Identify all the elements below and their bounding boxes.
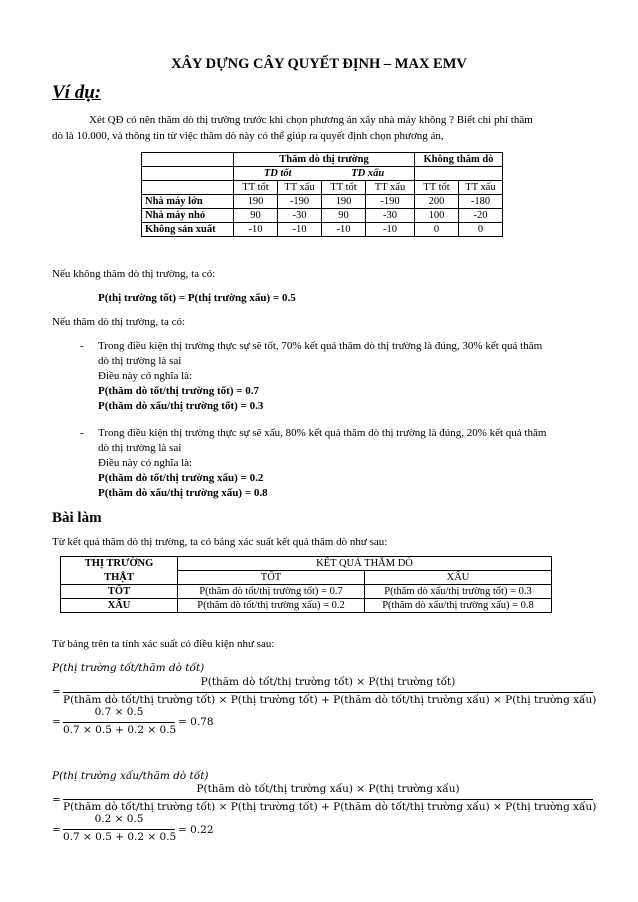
table-row — [61, 585, 552, 599]
table-row — [142, 223, 503, 237]
table-cell: P(thăm dò xấu/thị trường xấu) = 0.8 — [365, 599, 552, 613]
bullet-1-line-3: Điều này có nghĩa là: — [98, 370, 193, 382]
row-label: TỐT — [61, 585, 178, 599]
col-label: TT xấu — [366, 181, 415, 195]
formula-a-numerator-2: 0.7 × 0.5 — [94, 706, 144, 718]
col-label: TT tốt — [322, 181, 366, 195]
header-bad: XẤU — [365, 571, 552, 585]
table-cell: -20 — [459, 209, 503, 223]
subheader-td-bad: TD xấu — [322, 167, 415, 181]
bullet-1-line-1: Trong điều kiện thị trường thực sự sẽ tốt, 70% kết quả thăm dò thị trường là đúng, 30% kết quả thăm — [98, 340, 543, 352]
table-cell: 90 — [234, 209, 278, 223]
table-cell: -30 — [366, 209, 415, 223]
payoff-empty-corner-2 — [142, 167, 234, 181]
cond-intro: Từ bảng trên ta tính xác suất có điều kiện như sau: — [52, 638, 275, 650]
formula-b-numerator: P(thăm dò tốt/thị trường xấu) × P(thị trường xấu) — [196, 783, 460, 795]
table-cell: 200 — [415, 195, 459, 209]
bullet-2-line-2: dò thị trường là sai — [98, 442, 182, 454]
bullet-1-formula-1: P(thăm dò tốt/thị trường tốt) = 0.7 — [98, 385, 260, 397]
payoff-empty-corner — [142, 153, 234, 167]
table-cell: -190 — [278, 195, 322, 209]
bullet-dash: - — [80, 340, 84, 352]
fraction-bar — [63, 692, 593, 693]
formula-a-eq-2: = — [52, 716, 61, 728]
row-label: Nhà máy lớn — [142, 195, 234, 209]
formula-a-denominator: P(thăm dò tốt/thị trường tốt) × P(thị trường tốt) + P(thăm dò tốt/thị trường xấu) × P(thị trường xấu) — [63, 694, 597, 706]
probability-table — [60, 556, 552, 613]
bullet-2-formula-1: P(thăm dò tốt/thị trường xấu) = 0.2 — [98, 472, 264, 484]
bullet-1-formula-2: P(thăm dò xấu/thị trường tốt) = 0.3 — [98, 400, 264, 412]
table-cell: 190 — [322, 195, 366, 209]
bullet-2-line-3: Điều này có nghĩa là: — [98, 457, 193, 469]
formula-a-lhs: P(thị trường tốt/thăm dò tốt) — [52, 662, 205, 674]
table-cell: 100 — [415, 209, 459, 223]
intro-line-2: dò là 10.000, và thông tin từ việc thăm dò này có thể giúp ra quyết định chọn phương án, — [52, 130, 444, 142]
formula-b-result: = 0.22 — [178, 824, 214, 836]
bullet-dash: - — [80, 427, 84, 439]
formula-b-eq: = — [52, 794, 61, 806]
table-cell: -180 — [459, 195, 503, 209]
formula-a-result: = 0.78 — [178, 716, 214, 728]
table-cell: 90 — [322, 209, 366, 223]
col-label: TT tốt — [415, 181, 459, 195]
table-row — [142, 209, 503, 223]
col-label: TT xấu — [278, 181, 322, 195]
formula-a-eq: = — [52, 686, 61, 698]
row-label: Không sản xuất — [142, 223, 234, 237]
no-survey-formula: P(thị trường tốt) = P(thị trường xấu) = 0.5 — [98, 292, 296, 304]
table-cell: -10 — [278, 223, 322, 237]
table-cell: 190 — [234, 195, 278, 209]
table-row — [142, 195, 503, 209]
formula-a-denominator-2: 0.7 × 0.5 + 0.2 × 0.5 — [63, 724, 177, 736]
bullet-2-formula-2: P(thăm dò xấu/thị trường xấu) = 0.8 — [98, 487, 268, 499]
table-cell: -10 — [366, 223, 415, 237]
table-cell: -30 — [278, 209, 322, 223]
survey-text: Nếu thăm dò thị trường, ta có: — [52, 316, 186, 328]
solution-intro: Từ kết quả thăm dò thị trường, ta có bảng xác suất kết quả thăm dò như sau: — [52, 536, 388, 548]
fraction-bar — [63, 722, 175, 723]
table-row — [61, 599, 552, 613]
fraction-bar — [63, 799, 593, 800]
bullet-2-line-1: Trong điều kiện thị trường thực sự sẽ xấu, 80% kết quả thăm dò thị trường là đúng, 20% kết quả thăm — [98, 427, 547, 439]
example-heading: Ví dụ: — [52, 82, 102, 103]
payoff-table — [141, 152, 503, 237]
table-cell: P(thăm dò tốt/thị trường tốt) = 0.7 — [178, 585, 365, 599]
formula-b-denominator: P(thăm dò tốt/thị trường tốt) × P(thị trường tốt) + P(thăm dò tốt/thị trường xấu) × P(thị trường xấu) — [63, 801, 597, 813]
header-market-2: THẬT — [61, 571, 178, 585]
subheader-td-good: TD tốt — [234, 167, 322, 181]
formula-b-denominator-2: 0.7 × 0.5 + 0.2 × 0.5 — [63, 831, 177, 843]
table-cell: P(thăm dò tốt/thị trường xấu) = 0.2 — [178, 599, 365, 613]
table-cell: 0 — [459, 223, 503, 237]
table-cell: -190 — [366, 195, 415, 209]
header-result: KẾT QUẢ THĂM DÒ — [178, 557, 552, 571]
formula-b-lhs: P(thị trường xấu/thăm dò tốt) — [52, 770, 209, 782]
table-cell: P(thăm dò xấu/thị trường tốt) = 0.3 — [365, 585, 552, 599]
bullet-1-line-2: dò thị trường là sai — [98, 355, 182, 367]
header-market-1: THỊ TRƯỜNG — [61, 557, 178, 571]
no-survey-text: Nếu không thăm dò thị trường, ta có: — [52, 268, 216, 280]
row-label: Nhà máy nhỏ — [142, 209, 234, 223]
col-label: TT tốt — [234, 181, 278, 195]
header-no-survey: Không thăm dò — [415, 153, 503, 167]
row-label: XẤU — [61, 599, 178, 613]
table-cell: -10 — [234, 223, 278, 237]
solution-heading: Bài làm — [52, 510, 102, 526]
col-label: TT xấu — [459, 181, 503, 195]
formula-b-eq-2: = — [52, 824, 61, 836]
subheader-empty — [415, 167, 503, 181]
intro-line-1: Xét QĐ có nên thăm dò thị trường trước khi chọn phương án xây nhà máy không ? Biết chi phí thăm — [89, 114, 533, 126]
formula-b-numerator-2: 0.2 × 0.5 — [94, 813, 144, 825]
formula-a-numerator: P(thăm dò tốt/thị trường tốt) × P(thị trường tốt) — [200, 676, 456, 688]
payoff-empty-corner-3 — [142, 181, 234, 195]
page-title: XÂY DỰNG CÂY QUYẾT ĐỊNH – MAX EMV — [171, 56, 467, 72]
fraction-bar — [63, 829, 175, 830]
header-good: TỐT — [178, 571, 365, 585]
header-survey: Thăm dò thị trường — [234, 153, 415, 167]
table-cell: 0 — [415, 223, 459, 237]
table-cell: -10 — [322, 223, 366, 237]
